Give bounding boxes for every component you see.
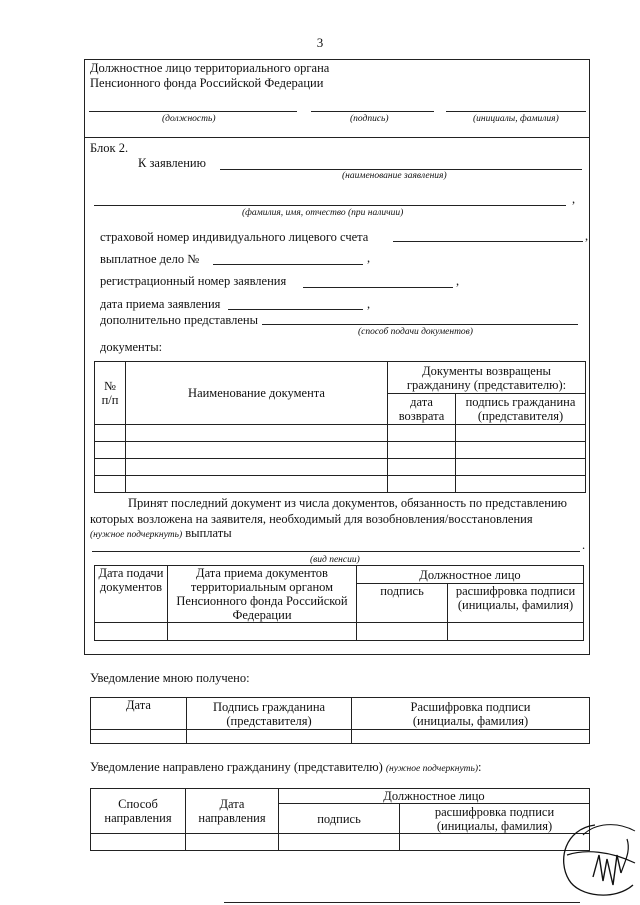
notice-sent-note: (нужное подчеркнуть) [385, 764, 479, 774]
last-doc-line-3 [90, 526, 232, 541]
citizen-signature-header: подпись гражданина (представителя) [456, 394, 586, 425]
reg-number-label: регистрационный номер заявления [100, 274, 287, 288]
documents-table [94, 361, 586, 493]
signature-header: подпись [357, 584, 448, 623]
date-submitted-header: Дата подачи документов [95, 566, 168, 623]
fio-line[interactable] [94, 205, 566, 206]
date-received-line[interactable] [228, 309, 363, 310]
payment-word: выплаты [182, 526, 232, 540]
sent-signature-header: подпись [279, 804, 400, 834]
pension-period: . [582, 538, 586, 552]
receipt-date-header: Дата [91, 698, 187, 730]
table-row[interactable] [95, 442, 586, 459]
position-line[interactable] [89, 111, 297, 112]
method-caption: (способ подачи документов) [358, 327, 473, 337]
application-name-line[interactable] [220, 169, 582, 170]
notice-received-heading: Уведомление мною получено: [90, 671, 250, 685]
table-row[interactable] [91, 730, 590, 744]
snils-comma: , [585, 229, 589, 243]
signature-line[interactable] [311, 111, 434, 112]
sent-official-header: Должностное лицо [279, 789, 590, 804]
payment-case-label: выплатное дело № [100, 252, 200, 266]
additionally-label: дополнительно представлены [100, 313, 259, 327]
return-date-header: дата возврата [388, 394, 456, 425]
method-line[interactable] [262, 324, 578, 325]
send-date-header: Дата направления [186, 789, 279, 834]
date-received-label: дата приема заявления [100, 297, 221, 311]
documents-label: документы: [100, 340, 163, 354]
notice-sent-table [90, 788, 590, 851]
application-caption: (наименование заявления) [342, 171, 447, 181]
official-header: Должностное лицо [357, 566, 584, 584]
block2-title: Блок 2. [90, 141, 129, 155]
receipt-signature-header: Подпись гражданина (представителя) [187, 698, 352, 730]
fio-comma: , [572, 192, 576, 206]
date-received-comma: , [367, 297, 371, 311]
fio-caption: (фамилия, имя, отчество (при наличии) [242, 208, 404, 218]
snils-line[interactable] [393, 241, 583, 242]
name-caption: (инициалы, фамилия) [473, 114, 559, 124]
handwritten-signature [555, 815, 640, 905]
sent-decode-header: расшифровка подписи (инициалы, фамилия) [400, 804, 590, 834]
doc-name-header: Наименование документа [126, 362, 388, 425]
pension-caption: (вид пенсии) [310, 555, 360, 565]
official-line-1: Должностное лицо территориального органа [90, 61, 330, 75]
bottom-line [224, 902, 580, 903]
official-heading [90, 61, 329, 91]
last-doc-text-2: которых возложена на заявителя, необходимый для возобновления/восстановления [90, 512, 533, 526]
to-application-label: К заявлению [138, 156, 206, 170]
date-accepted-header: Дата приема документов территориальным органом Пенсионного фонда Российской Федерации [168, 566, 357, 623]
decode-header: расшифровка подписи (инициалы, фамилия) [448, 584, 584, 623]
section-divider [84, 137, 590, 138]
snils-label: страховой номер индивидуального лицевого счета [100, 230, 369, 244]
reg-number-comma: , [456, 274, 460, 288]
reg-number-line[interactable] [303, 287, 453, 288]
num-header: № п/п [95, 362, 126, 425]
table-row[interactable] [95, 476, 586, 493]
pension-type-line[interactable] [92, 551, 580, 552]
notice-sent-heading: Уведомление направлено гражданину (представителю) (нужное подчеркнуть): [90, 760, 482, 774]
notice-received-table [90, 697, 590, 744]
table-row[interactable] [95, 425, 586, 442]
last-doc-text-1: Принят последний документ из числа документов, обязанность по представлению [128, 496, 567, 510]
name-line[interactable] [446, 111, 586, 112]
table-row[interactable] [95, 623, 584, 641]
payment-case-line[interactable] [213, 264, 363, 265]
page-number: 3 [316, 35, 324, 50]
table-row[interactable] [95, 459, 586, 476]
receipt-decode-header: Расшифровка подписи (инициалы, фамилия) [352, 698, 590, 730]
position-caption: (должность) [162, 114, 216, 124]
official-line-2: Пенсионного фонда Российской Федерации [90, 76, 324, 90]
signature-caption: (подпись) [350, 114, 389, 124]
underline-note: (нужное подчеркнуть) [90, 530, 183, 540]
returned-header: Документы возвращены гражданину (представителю): [388, 362, 586, 394]
submission-table [94, 565, 584, 641]
method-header: Способ направления [91, 789, 186, 834]
table-row[interactable] [91, 834, 590, 851]
payment-case-comma: , [367, 251, 371, 265]
